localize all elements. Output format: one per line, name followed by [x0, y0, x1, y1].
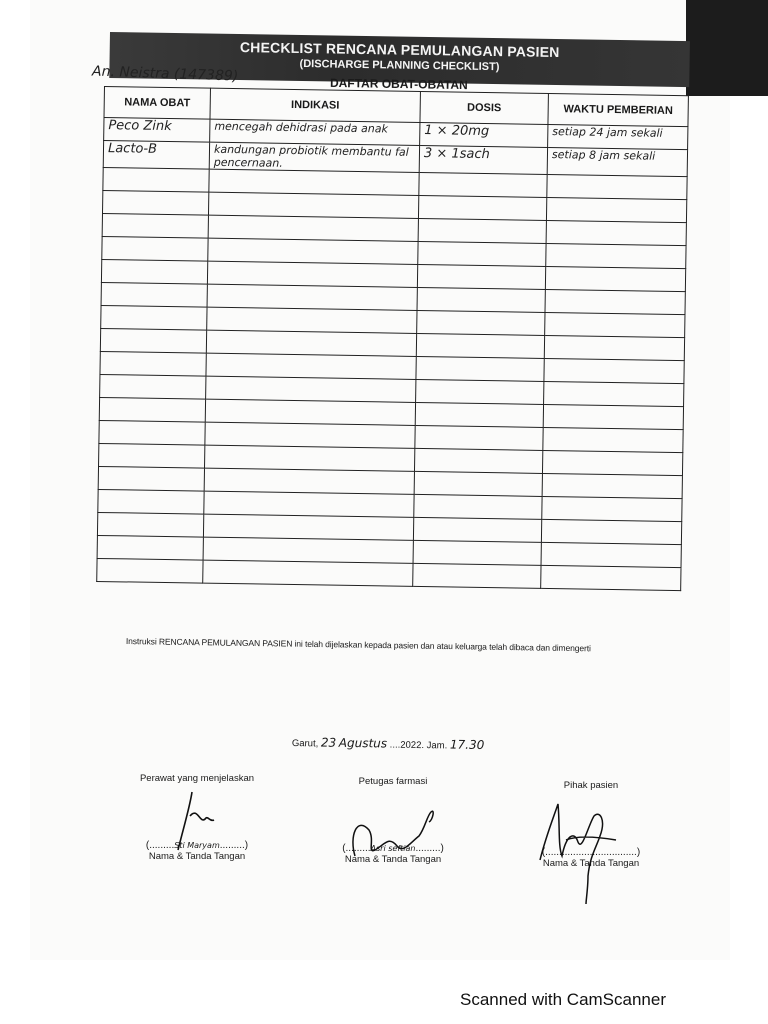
- table-cell: [413, 517, 541, 542]
- table-cell: [541, 519, 681, 544]
- table-cell: 3 × 1sach: [419, 145, 547, 174]
- table-cell: [413, 563, 541, 588]
- page-subtitle: (DISCHARGE PLANNING CHECKLIST): [299, 57, 500, 74]
- date-year: 2022: [400, 739, 422, 752]
- table-cell: [414, 471, 542, 496]
- table-cell: [97, 558, 203, 583]
- date-city: Garut,: [291, 737, 319, 750]
- table-cell: [416, 379, 544, 404]
- table-cell: [205, 422, 415, 448]
- signature-role: Pihak pasien: [563, 780, 619, 791]
- table-cell: [417, 264, 545, 289]
- date-line: Garut, 23 Agustus ....2022. Jam. 17.30: [291, 735, 485, 753]
- signature-caption: Nama & Tanda Tangan: [148, 851, 246, 862]
- table-cell: [203, 514, 413, 540]
- table-cell: [101, 259, 207, 284]
- table-cell: [414, 448, 542, 473]
- table-cell: [97, 535, 203, 560]
- table-cell: [544, 381, 684, 406]
- table-cell: [204, 491, 414, 517]
- signature-name: Sti Maryam: [174, 841, 220, 850]
- section-title: DAFTAR OBAT-OBATAN: [329, 75, 468, 93]
- signature-name-line: (.........Sti Maryam.........): [145, 840, 249, 851]
- medication-table: [96, 86, 689, 591]
- table-cell: [418, 195, 546, 220]
- signature-name-line: (.................................): [541, 847, 641, 858]
- table-cell: [203, 560, 413, 586]
- table-cell: [102, 190, 208, 215]
- pharmacist-signature-mark: [345, 806, 445, 866]
- table-cell: [415, 425, 543, 450]
- table-cell: [419, 172, 547, 197]
- table-cell: [544, 335, 684, 360]
- column-header: DOSIS: [420, 91, 548, 124]
- table-cell: [100, 328, 206, 353]
- patient-signature-mark: [536, 796, 626, 906]
- table-cell: [99, 397, 205, 422]
- table-cell: [541, 565, 681, 590]
- scanner-watermark: Scanned with CamScanner: [460, 990, 667, 1009]
- table-cell: [98, 489, 204, 514]
- table-cell: Peco Zink: [104, 118, 210, 143]
- table-cell: [203, 537, 413, 563]
- signature-caption: Nama & Tanda Tangan: [542, 858, 640, 869]
- table-cell: [101, 282, 207, 307]
- table-cell: [101, 305, 207, 330]
- column-header: INDIKASI: [210, 88, 420, 122]
- nurse-signature-mark: [170, 786, 220, 856]
- table-cell: [209, 169, 419, 195]
- table-cell: [546, 197, 686, 222]
- table-cell: [205, 445, 415, 471]
- table-cell: [97, 512, 203, 537]
- table-cell: [543, 404, 683, 429]
- table-cell: [417, 310, 545, 335]
- table-cell: [98, 466, 204, 491]
- table-cell: [102, 213, 208, 238]
- medication-table-container: [96, 86, 688, 591]
- patient-name: An. Neistra (147389): [91, 63, 239, 85]
- table-cell: [545, 266, 685, 291]
- table-cell: [99, 443, 205, 468]
- table-cell: [418, 218, 546, 243]
- table-cell: [99, 420, 205, 445]
- signature-role: Perawat yang menjelaskan: [139, 773, 255, 784]
- table-cell: [206, 330, 416, 356]
- table-cell: [546, 243, 686, 268]
- table-cell: [208, 192, 418, 218]
- date-month: Agustus: [338, 735, 388, 751]
- table-cell: [543, 427, 683, 452]
- time-label: Jam: [426, 740, 445, 752]
- table-body: [97, 118, 688, 591]
- page-title: CHECKLIST RENCANA PEMULANGAN PASIEN: [239, 39, 560, 61]
- table-cell: [547, 174, 687, 199]
- table-cell: mencegah dehidrasi pada anak: [210, 119, 420, 145]
- time-value: 17.30: [449, 737, 485, 753]
- table-cell: [545, 289, 685, 314]
- scan-border: [686, 0, 768, 96]
- date-day: 23: [320, 735, 337, 750]
- table-cell: [208, 238, 418, 264]
- table-cell: [546, 220, 686, 245]
- table-cell: [542, 496, 682, 521]
- table-cell: [415, 402, 543, 427]
- table-cell: [207, 261, 417, 287]
- table-cell: [414, 494, 542, 519]
- table-cell: setiap 8 jam sekali: [547, 147, 687, 176]
- signature-name-line: (.........Asri seftian.........): [342, 843, 444, 854]
- table-cell: [103, 167, 209, 192]
- table-cell: [206, 376, 416, 402]
- table-cell: kandungan probiotik membantu fal pencernaan.: [209, 142, 419, 172]
- table-cell: Lacto-B: [103, 141, 209, 170]
- table-cell: [205, 399, 415, 425]
- table-cell: [542, 473, 682, 498]
- table-cell: [541, 542, 681, 567]
- column-header: WAKTU PEMBERIAN: [548, 93, 688, 126]
- table-cell: [544, 358, 684, 383]
- table-cell: [542, 450, 682, 475]
- table-cell: [413, 540, 541, 565]
- table-cell: [102, 236, 208, 261]
- column-header: NAMA OBAT: [104, 87, 210, 120]
- table-cell: 1 × 20mg: [420, 122, 548, 147]
- table-cell: [545, 312, 685, 337]
- table-cell: [206, 353, 416, 379]
- table-cell: [207, 284, 417, 310]
- table-cell: [208, 215, 418, 241]
- instruction-text: Instruksi RENCANA PEMULANGAN PASIEN ini telah dijelaskan kepada pasien dan atau keluarga telah dibaca dan dimengerti: [125, 636, 591, 654]
- table-cell: [100, 351, 206, 376]
- table-cell: [204, 468, 414, 494]
- table-cell: [416, 356, 544, 381]
- table-cell: [418, 241, 546, 266]
- signature-caption: Nama & Tanda Tangan: [344, 854, 442, 865]
- table-cell: [417, 287, 545, 312]
- table-cell: [100, 374, 206, 399]
- table-cell: [207, 307, 417, 333]
- signature-name: Asri seftian: [370, 844, 416, 853]
- table-cell: setiap 24 jam sekali: [548, 124, 688, 149]
- signature-role: Petugas farmasi: [358, 776, 428, 787]
- table-cell: [416, 333, 544, 358]
